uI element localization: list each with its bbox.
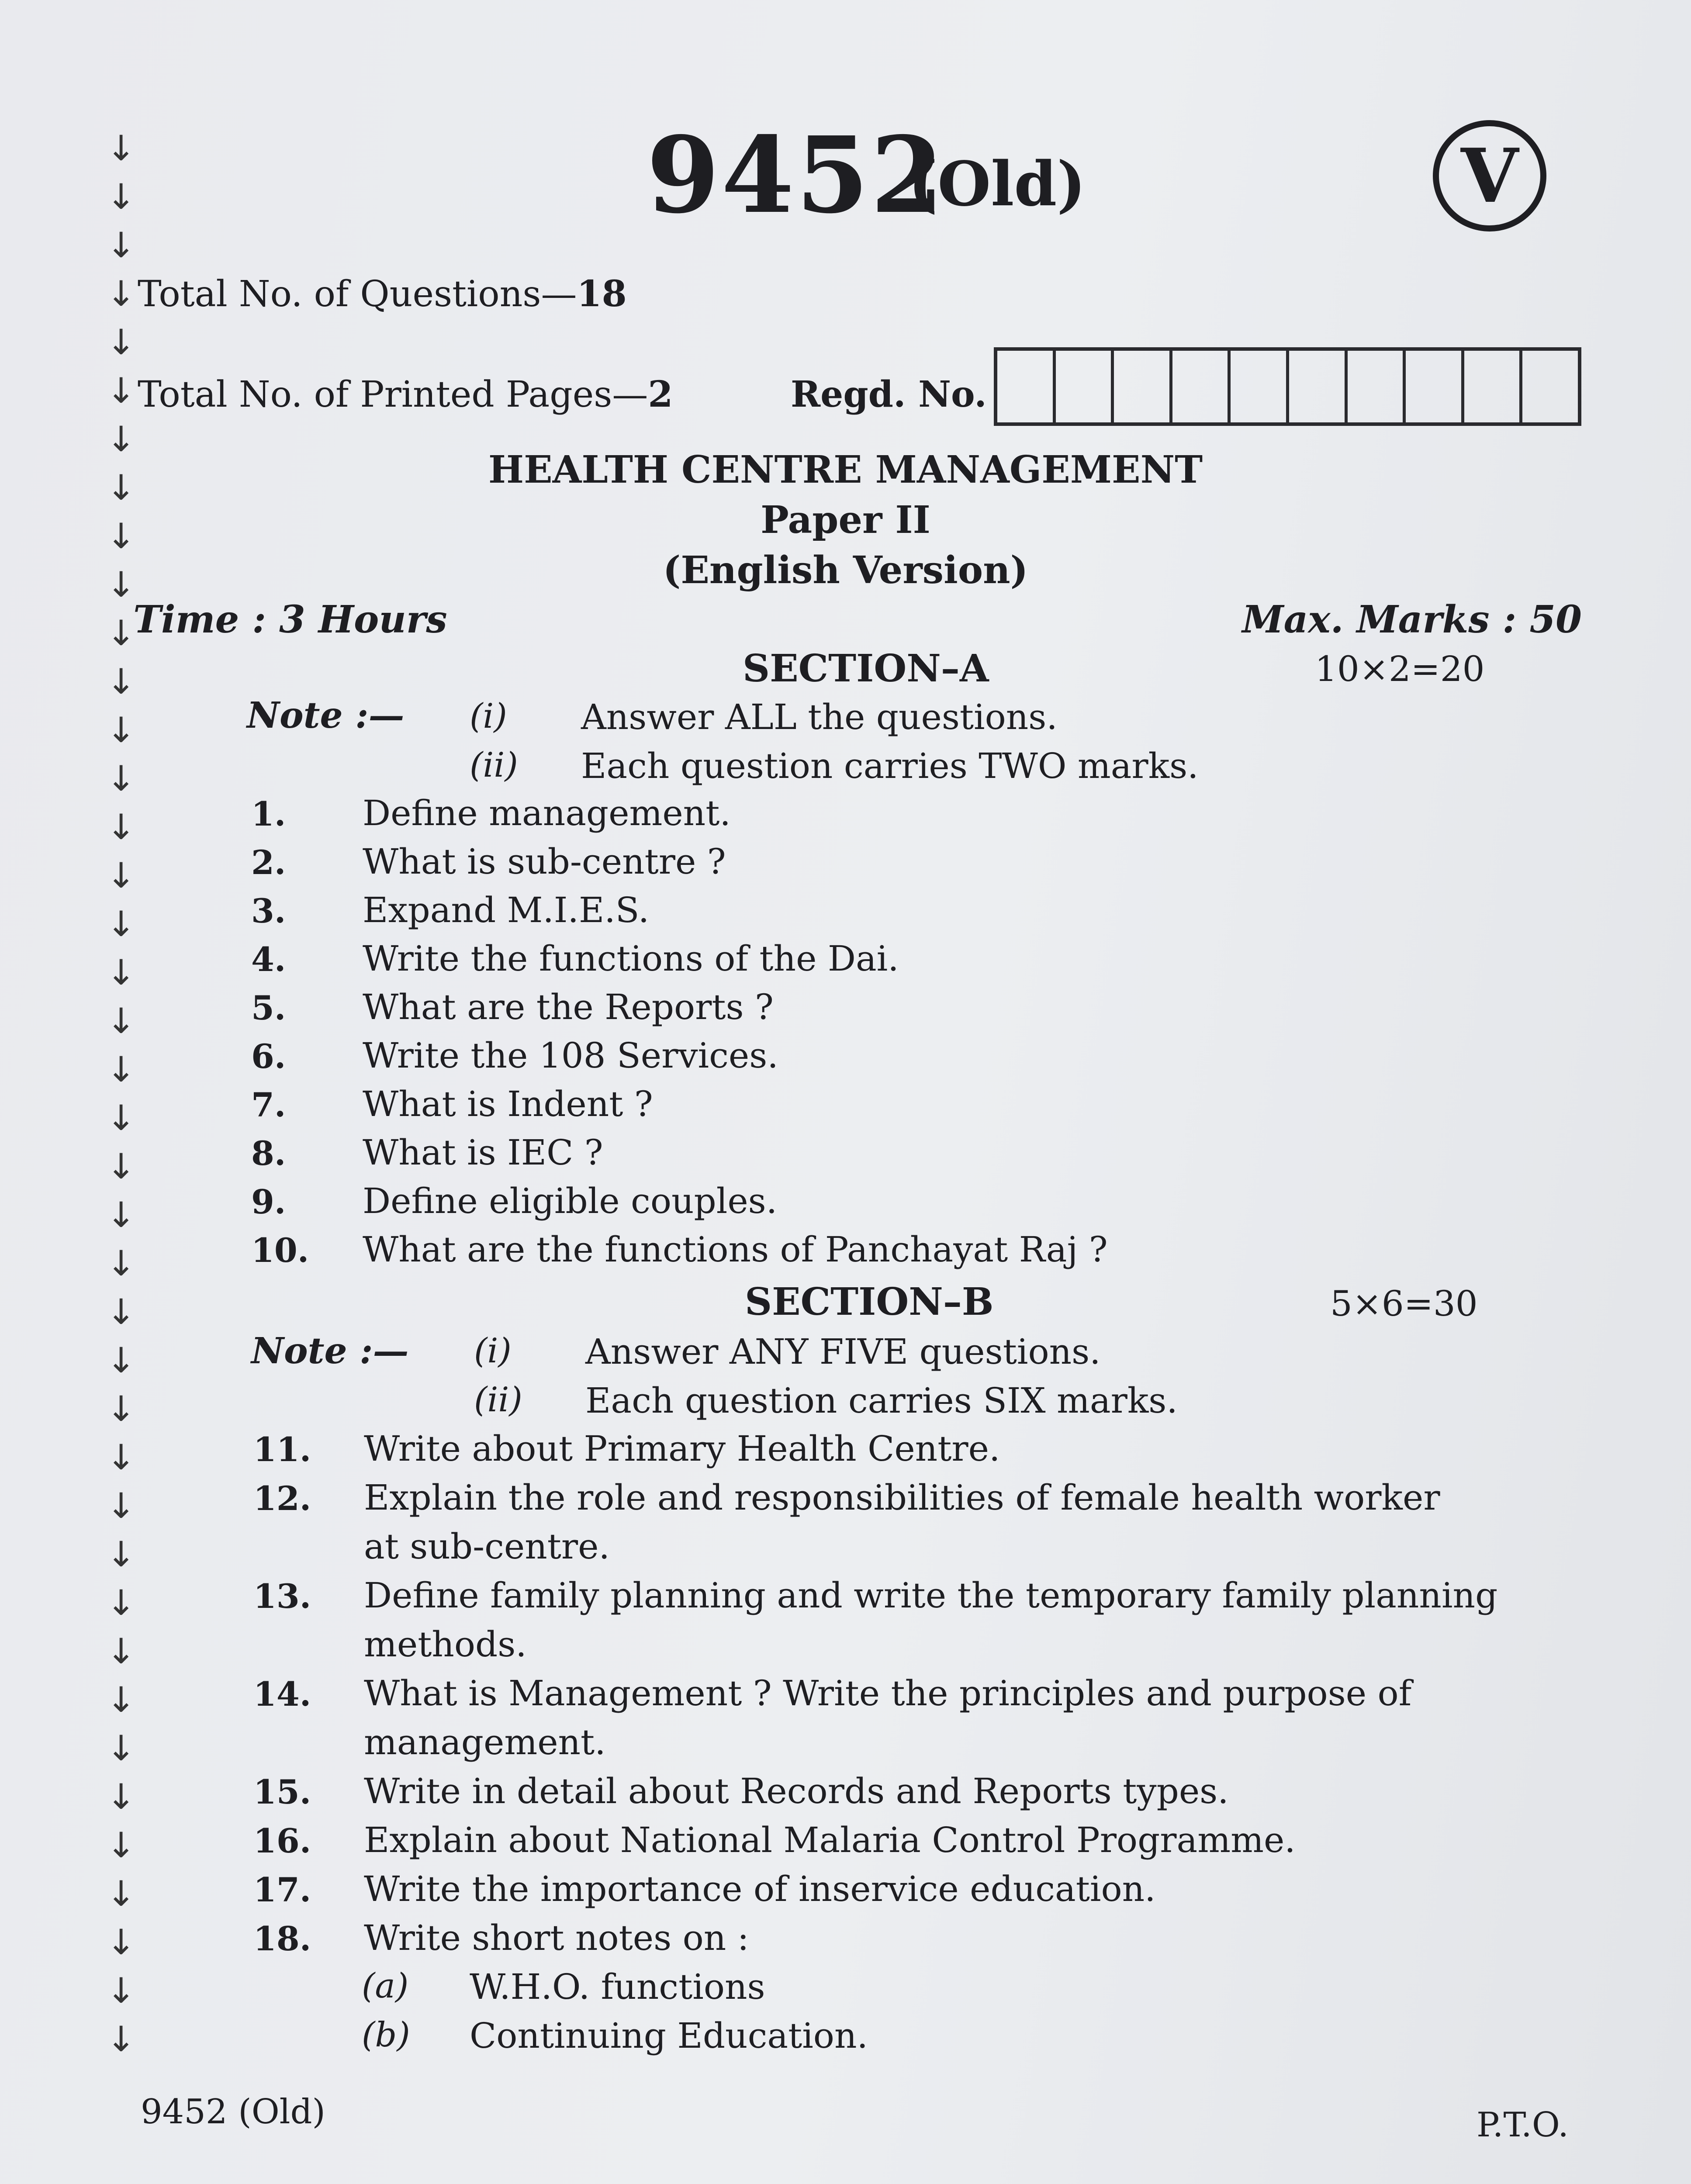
question-text: Define eligible couples. [363, 1181, 778, 1221]
regd-no-label: Regd. No. [791, 373, 987, 415]
margin-arrow: ↓ [106, 322, 136, 363]
question-number: 6. [251, 1037, 286, 1076]
paper-code: 9452 [647, 114, 945, 237]
section-a-title: SECTION–A [743, 646, 989, 691]
question-number: 2. [251, 843, 286, 882]
question-text: Write in detail about Records and Reports types. [364, 1771, 1229, 1811]
sub-item-text: W.H.O. functions [470, 1966, 765, 2007]
question-text-continued: management. [364, 1722, 606, 1762]
margin-arrow: ↓ [106, 807, 136, 847]
max-marks: Max. Marks : 50 [1242, 598, 1582, 642]
section-b-title: SECTION–B [745, 1280, 994, 1324]
margin-arrow: ↓ [106, 225, 136, 266]
question-text: Define management. [363, 793, 731, 833]
margin-arrows [101, 128, 141, 2075]
question-text-continued: at sub-centre. [364, 1526, 610, 1567]
margin-arrow: ↓ [106, 176, 136, 217]
margin-arrow: ↓ [106, 273, 136, 314]
total-pages [138, 373, 673, 415]
question-number: 12. [253, 1479, 311, 1518]
total-questions-label: Total No. of Questions— [138, 273, 577, 315]
question-text: Write short notes on : [364, 1918, 749, 1958]
regd-no-cell[interactable] [1522, 351, 1578, 422]
section-b-note-text: Answer ANY FIVE questions. [585, 1331, 1101, 1372]
regd-no-cell[interactable] [1406, 351, 1464, 422]
margin-arrow: ↓ [106, 1728, 136, 1769]
question-number: 13. [253, 1577, 311, 1616]
total-questions-value: 18 [577, 273, 627, 315]
total-pages-value: 2 [648, 373, 673, 415]
question-number: 11. [253, 1430, 311, 1469]
sub-item-label: (a) [362, 1966, 409, 2006]
subject-title: HEALTH CENTRE MANAGEMENT [488, 448, 1203, 492]
question-number: 16. [253, 1821, 311, 1860]
section-a-marks: 10×2=20 [1315, 649, 1485, 689]
question-text: Expand M.I.E.S. [363, 890, 650, 930]
question-text: What is sub-centre ? [363, 841, 726, 882]
question-number: 7. [251, 1085, 286, 1124]
question-text: Explain about National Malaria Control Programme. [364, 1820, 1296, 1860]
margin-arrow: ↓ [106, 516, 136, 556]
section-b-note-text: Each question carries SIX marks. [585, 1380, 1178, 1421]
question-number: 3. [251, 892, 286, 930]
question-text: What is Indent ? [363, 1084, 653, 1124]
margin-arrow: ↓ [106, 1243, 136, 1284]
margin-arrow: ↓ [106, 1437, 136, 1478]
section-a-note-num: (i) [470, 697, 507, 736]
regd-no-cell[interactable] [1289, 351, 1348, 422]
margin-arrow: ↓ [106, 370, 136, 411]
total-pages-label: Total No. of Printed Pages— [138, 374, 648, 415]
margin-arrow: ↓ [106, 1340, 136, 1381]
margin-arrow: ↓ [106, 904, 136, 944]
margin-arrow: ↓ [106, 128, 136, 169]
question-number: 10. [251, 1231, 309, 1270]
question-number: 9. [251, 1182, 286, 1221]
margin-arrow: ↓ [106, 1195, 136, 1235]
margin-arrow: ↓ [106, 1389, 136, 1429]
margin-arrow: ↓ [106, 1873, 136, 1914]
margin-arrow: ↓ [106, 710, 136, 750]
margin-arrow: ↓ [106, 1098, 136, 1138]
question-text: What is IEC ? [363, 1132, 603, 1173]
question-text: Write the importance of inservice education. [364, 1869, 1156, 1909]
section-b-note-num: (ii) [474, 1380, 522, 1420]
margin-arrow: ↓ [106, 1583, 136, 1623]
margin-arrow: ↓ [106, 952, 136, 993]
section-b-note-num: (i) [474, 1331, 512, 1371]
version-badge-letter: V [1461, 132, 1518, 220]
regd-no-cell[interactable] [997, 351, 1056, 422]
question-text: Write the 108 Services. [363, 1035, 778, 1076]
margin-arrow: ↓ [106, 467, 136, 508]
section-a-note-text: Each question carries TWO marks. [581, 746, 1199, 786]
paper-code-suffix: (Old) [909, 149, 1086, 220]
question-number: 14. [253, 1675, 311, 1714]
margin-arrow: ↓ [106, 613, 136, 653]
regd-no-cell[interactable] [1464, 351, 1523, 422]
question-text: What are the Reports ? [363, 987, 774, 1027]
section-a-note-label: Note :— [247, 695, 405, 736]
question-number: 4. [251, 940, 286, 979]
section-a-note-text: Answer ALL the questions. [581, 697, 1058, 737]
margin-arrow: ↓ [106, 1534, 136, 1575]
regd-no-boxes [994, 347, 1581, 426]
question-text: Write the functions of the Dai. [363, 938, 899, 979]
section-b-marks: 5×6=30 [1330, 1283, 1478, 1324]
margin-arrow: ↓ [106, 1049, 136, 1090]
question-text-continued: methods. [364, 1624, 527, 1665]
margin-arrow: ↓ [106, 758, 136, 799]
regd-no-cell[interactable] [1348, 351, 1406, 422]
version-badge [1433, 120, 1546, 232]
margin-arrow: ↓ [106, 564, 136, 605]
margin-arrow: ↓ [106, 2019, 136, 2060]
regd-no-cell[interactable] [1114, 351, 1172, 422]
margin-arrow: ↓ [106, 1631, 136, 1672]
margin-arrow: ↓ [106, 419, 136, 460]
sub-item-text: Continuing Education. [470, 2015, 868, 2056]
paper-number: Paper II [761, 498, 930, 542]
section-b-note-label: Note :— [251, 1330, 409, 1372]
question-text: What are the functions of Panchayat Raj ? [363, 1229, 1108, 1270]
margin-arrow: ↓ [106, 1776, 136, 1817]
question-number: 18. [253, 1919, 311, 1958]
margin-arrow: ↓ [106, 1001, 136, 1041]
question-number: 17. [253, 1870, 311, 1909]
footer-code: 9452 (Old) [141, 2092, 325, 2132]
exam-time: Time : 3 Hours [133, 598, 447, 642]
footer-pto: P.T.O. [1477, 2105, 1569, 2145]
regd-no-cell[interactable] [1056, 351, 1114, 422]
margin-arrow: ↓ [106, 1679, 136, 1720]
question-number: 8. [251, 1134, 286, 1173]
question-text: Define family planning and write the temporary family planning [364, 1575, 1498, 1616]
regd-no-cell[interactable] [1231, 351, 1289, 422]
margin-arrow: ↓ [106, 1486, 136, 1526]
margin-arrow: ↓ [106, 855, 136, 896]
section-a-note-num: (ii) [470, 746, 518, 785]
margin-arrow: ↓ [106, 1292, 136, 1332]
question-number: 5. [251, 988, 286, 1027]
margin-arrow: ↓ [106, 1970, 136, 2011]
margin-arrow: ↓ [106, 661, 136, 702]
question-text: Write about Primary Health Centre. [364, 1428, 1000, 1469]
regd-no-cell[interactable] [1172, 351, 1231, 422]
margin-arrow: ↓ [106, 1922, 136, 1963]
sub-item-label: (b) [362, 2015, 410, 2055]
question-text: Explain the role and responsibilities of female health worker [364, 1477, 1440, 1518]
question-number: 1. [251, 795, 286, 833]
question-text: What is Management ? Write the principles and purpose of [364, 1673, 1412, 1714]
margin-arrow: ↓ [106, 1146, 136, 1187]
question-number: 15. [253, 1773, 311, 1811]
language-version: (English Version) [663, 548, 1028, 592]
margin-arrow: ↓ [106, 1825, 136, 1866]
total-questions [138, 273, 627, 315]
